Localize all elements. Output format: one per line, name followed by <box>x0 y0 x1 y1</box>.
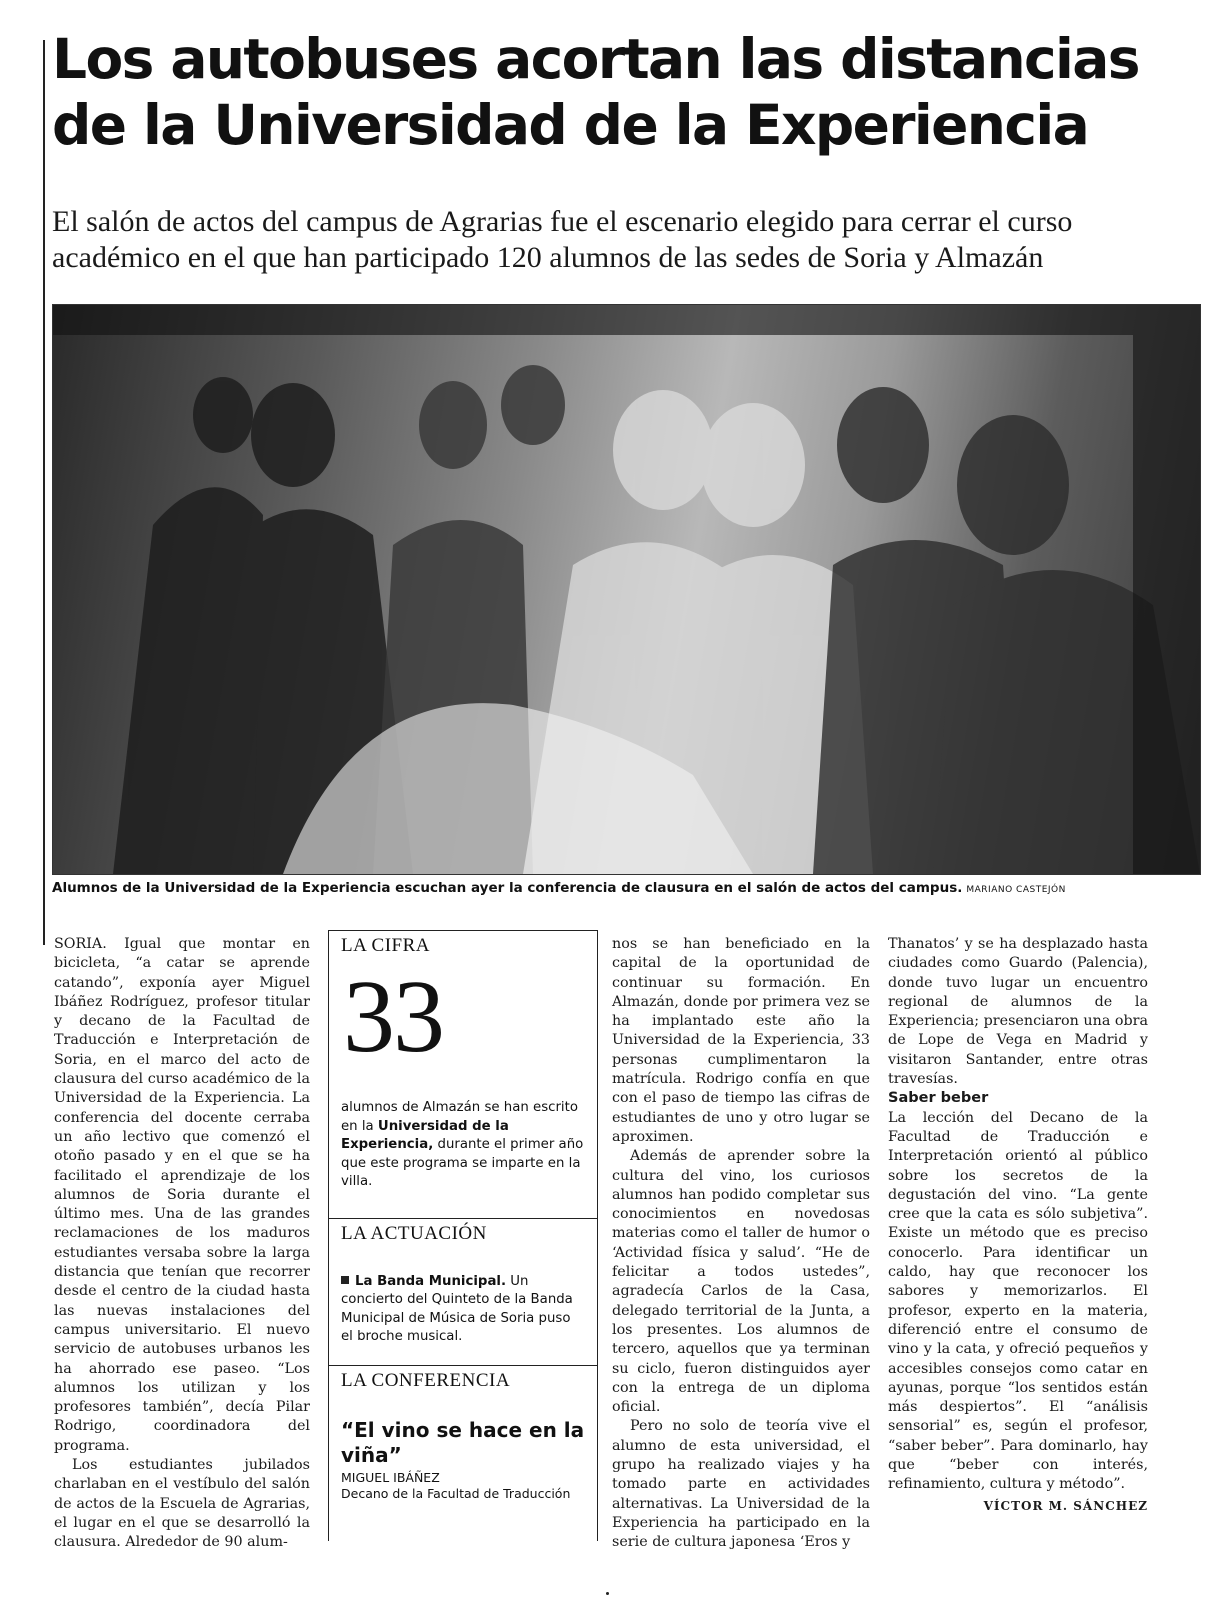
sidebar-label-actuacion: LA ACTUACIÓN <box>341 1222 487 1244</box>
column-3 <box>612 935 870 1553</box>
cifra-text-bold: Universidad de la Experiencia, <box>341 1118 509 1152</box>
headline <box>52 26 1212 158</box>
speaker-name: MIGUEL IBÁÑEZ <box>341 1469 440 1485</box>
conference-quote: “El vino se hace en la viña” <box>341 1417 585 1467</box>
bullet-square-icon <box>341 1276 349 1284</box>
col4-paragraph-1: Thanatos’ y se ha desplazado hasta ciudades como Guardo (Palencia), donde tuvo lugar un encuentro regional de alumnos de la Experiencia; presenciaron una obra de Lope de Vega en Madrid y visitaron Santander, entre otras travesías. <box>888 936 1149 1088</box>
col4-paragraph-2: La lección del Decano de la Facultad de Traducción e Interpretación orientó al público sobre los secretos de la degustación del vino. “La gente cree que la cata es sólo subjetiva”. Existe un método que es preciso conocerlo. Para identificar un caldo, hay que reconocer los sabores y memorizarlos. El profesor, experto en la materia, diferenció entre el consumo de vino y la cata, y ofreció pequeños y accesibles consejos como catar en ayunas, porque “los sentidos están más despiertos”. El “análisis sensorial” es, según el profesor, “saber beber”. Para dominarlo, hay que “beber con interés, refinamiento, cultura y método”. <box>888 1109 1148 1493</box>
caption-text: Alumnos de la Universidad de la Experiencia escuchan ayer la conferencia de clausura en el salón de actos del campus. <box>52 880 963 896</box>
speaker-role: Decano de la Facultad de Traducción <box>341 1485 571 1501</box>
cifra-text-b: durante el primer año que este programa se imparte en la villa. <box>341 1137 584 1189</box>
sidebar-label-conferencia: LA CONFERENCIA <box>341 1369 511 1391</box>
page-mark <box>606 1592 609 1595</box>
big-number: 33 <box>343 959 443 1074</box>
headline-line-2: de la Universidad de la Experiencia <box>52 93 1089 157</box>
col3-paragraph-3: Pero no solo de teoría vive el alumno de esta universidad, el grupo ha realizado viajes y ha tomado parte en actividades alternativas. La Universidad de la Experiencia ha participado en la serie de cultura japonesa ‘Eros y <box>612 1418 870 1551</box>
column-1 <box>54 935 310 1553</box>
col1-paragraph-2: Los estudiantes jubilados charlaban en el vestíbulo del salón de actos de la Escuela de Agrarias, el lugar en el que se desarrolló la clausura. Alrededor de 90 alum- <box>54 1457 310 1551</box>
dateline: SORIA. <box>54 936 107 952</box>
actuacion-body: Un concierto del Quinteto de la Banda Municipal de Música de Soria puso el broche musical. <box>341 1273 573 1344</box>
article-photo <box>52 304 1201 875</box>
col3-paragraph-1: nos se han beneficiado en la capital de la oportunidad de continuar su formación. En Almazán, donde por primera vez se ha implantado este año la Universidad de la Experiencia, 33 personas cumplimentaron la matrícula. Rodrigo confía en que con el paso de tiempo las cifras de estudiantes de uno y otro lugar se aproximen. <box>612 936 870 1145</box>
column-4 <box>888 935 1148 1516</box>
headline-line-1: Los autobuses acortan las distancias <box>52 27 1139 91</box>
col1-paragraph-1 <box>54 935 310 1456</box>
actuacion-text <box>329 1273 597 1347</box>
photo-caption <box>52 880 1202 896</box>
cifra-text-a: alumnos de Almazán se han escrito en la <box>341 1100 578 1134</box>
subhead: El salón de actos del campus de Agrarias fue el escenario elegido para cerrar el curso académico en el que han participado 120 alumnos de las sedes de Soria y Almazán <box>52 205 1073 274</box>
cifra-text <box>329 1099 597 1192</box>
left-rule <box>43 40 45 945</box>
actuacion-bold: La Banda Municipal. <box>355 1273 507 1289</box>
photo-illustration <box>53 305 1200 874</box>
section-subtitle: Saber beber <box>888 1090 989 1107</box>
photo-credit: MARIANO CASTEJÓN <box>966 885 1066 895</box>
sidebar-box <box>328 930 598 1541</box>
byline: VÍCTOR M. SÁNCHEZ <box>983 1498 1148 1513</box>
sidebar-label-cifra: LA CIFRA <box>341 935 430 956</box>
col3-paragraph-2: Además de aprender sobre la cultura del vino, los curiosos alumnos han podido completar sus conocimientos en novedosas materias como el taller de humor o ‘Actividad física y salud’. “He de felicitar a todos ustedes”, agradecía Carlos de la Casa, delegado territorial de la Junta, a los presentes. Los alumnos de tercero, aquellos que ya terminan su ciclo, fueron distinguidos ayer con la entrega de un diploma oficial. <box>612 1148 870 1416</box>
col1-p1-text: Igual que montar en bicicleta, “a catar se aprende catando”, exponía ayer Miguel Ibáñez Rodríguez, profesor titular y decano de la Facultad de Traducción e Interpretación de Soria, en el marco del acto de clausura del curso académico de la Universidad de la Experiencia. La conferencia del docente cerraba un año lectivo que comenzó el otoño pasado y en el que se ha facilitado el aprendizaje de los alumnos de Soria durante el último mes. Una de las grandes reclamaciones de los maduros estudiantes versaba sobre la larga distancia que tenían que recorrer desde el centro de la ciudad hasta las nuevas instalaciones del campus universitario. El nuevo servicio de autobuses urbanos les ha ahorrado ese paseo. “Los alumnos los utilizan y los profesores también”, decía Pilar Rodrigo, coordinadora del programa. <box>54 936 311 1454</box>
